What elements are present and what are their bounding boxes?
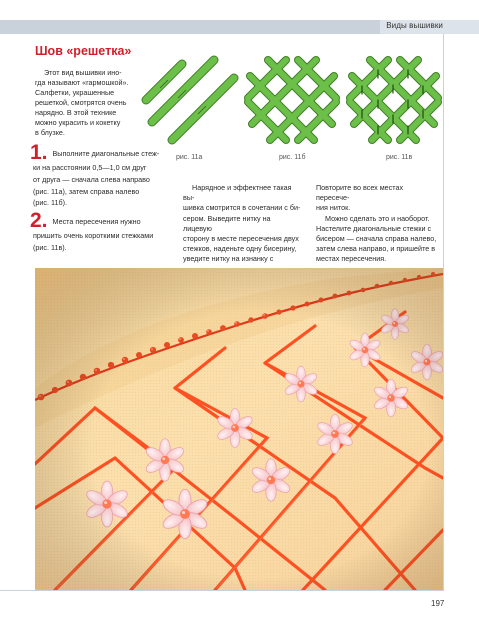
step-number: 1. <box>30 141 48 164</box>
step-line: ки на расстоянии 0,5—1,0 см друг <box>33 163 147 172</box>
step-line: от друга — сначала слева направо <box>33 174 150 184</box>
body-line: местах пересечения. <box>316 254 387 264</box>
intro-line: решеткой, смотрятся очень <box>35 98 127 107</box>
figure-11c-tacked-lattice <box>344 52 444 148</box>
step-line: Места пересечения нужно <box>52 217 141 226</box>
body-line: сером. Выведите нитку на лицевую <box>183 213 271 233</box>
body-line: шивка смотрится в сочетании с би- <box>183 203 301 213</box>
step-line: (рис. 11в). <box>33 242 67 252</box>
intro-paragraph <box>35 68 155 138</box>
body-line: Повторите во всех местах пересече- <box>316 183 404 203</box>
step-line: (рис. 11б). <box>33 198 67 208</box>
figure-11b-lattice <box>242 52 342 148</box>
intro-line: гда называют «гармошкой». <box>35 78 129 87</box>
figure-caption: рис. 11а <box>176 154 203 161</box>
intro-line: в блузке. <box>35 128 65 137</box>
running-head: Виды вышивки <box>386 21 443 30</box>
body-line: уведите нитку на изнанку с <box>183 254 274 264</box>
step-line: (рис. 11а), затем справа налево <box>33 186 140 196</box>
figure-caption: рис. 11б <box>279 154 306 161</box>
body-line: стежков, наденьте одну бисерину, <box>183 244 297 254</box>
body-line: бисером — сначала справа налево, <box>316 234 437 244</box>
section-title: Шов «решетка» <box>35 44 132 58</box>
step-line: пришить очень короткими стежками <box>33 231 154 240</box>
embroidery-photo <box>35 268 443 590</box>
body-line: Нарядное и эффектнее такая вы- <box>183 183 292 203</box>
page-number: 197 <box>431 599 445 608</box>
step-1 <box>30 141 170 209</box>
header-strip-accent <box>0 20 380 34</box>
intro-line: нарядно. В этой технике <box>35 108 117 117</box>
body-line: затем слева направо, и пришейте в <box>316 244 436 254</box>
frame-bottom-rule <box>0 590 444 591</box>
figure-11a-diagonal-stitches <box>138 52 242 148</box>
figure-caption: рис. 11в <box>386 154 413 161</box>
page-header <box>0 0 479 34</box>
intro-line: можно украсить и кокетку <box>35 118 121 127</box>
step-line: Выполните диагональные стеж- <box>52 149 160 158</box>
body-line: Настелите диагональные стежки с <box>316 223 432 233</box>
intro-line: Этот вид вышивки ино- <box>44 68 122 77</box>
right-column-paragraphs <box>316 183 438 265</box>
intro-line: Салфетки, украшенные <box>35 88 115 97</box>
step-number: 2. <box>30 209 48 232</box>
step-2 <box>30 209 170 254</box>
body-line: Можно сделать это и наоборот. <box>325 213 430 223</box>
body-line: ния ниток. <box>316 203 351 213</box>
body-line: сторону в месте пересечения двух <box>183 234 299 244</box>
